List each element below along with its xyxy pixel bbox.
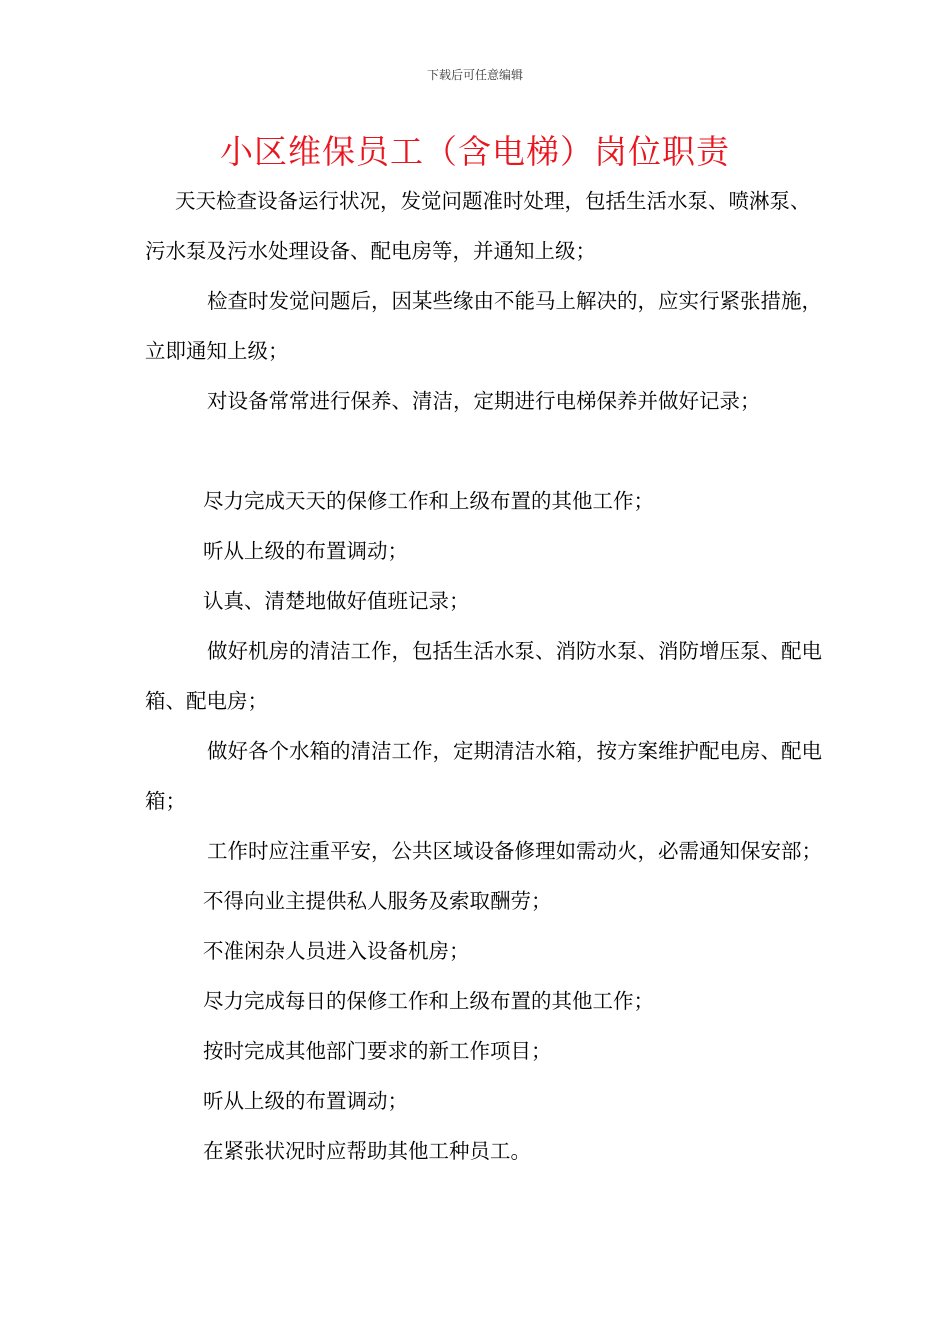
duty-item: 尽力完成天天的保修工作和上级布置的其他工作； — [203, 489, 654, 513]
duty-item: 做好各个水箱的清洁工作，定期清洁水箱，按方案维护配电房、配电箱； — [145, 739, 822, 813]
document-title: 小区维保员工（含电梯）岗位职责 — [220, 132, 730, 171]
duty-item: 不得向业主提供私人服务及索取酬劳； — [203, 889, 552, 913]
duty-item: 在紧张状况时应帮助其他工种员工。 — [203, 1139, 531, 1163]
duty-item: 做好机房的清洁工作，包括生活水泵、消防水泵、消防增压泵、配电箱、配电房； — [145, 639, 822, 713]
duty-item: 听从上级的布置调动； — [203, 1089, 408, 1113]
duty-item: 认真、清楚地做好值班记录； — [203, 589, 470, 613]
duty-item: 尽力完成每日的保修工作和上级布置的其他工作； — [203, 989, 654, 1013]
duty-item: 天天检查设备运行状况，发觉问题准时处理，包括生活水泵、喷淋泵、污水泵及污水处理设备、配电房等，并通知上级； — [145, 189, 811, 263]
duty-item: 按时完成其他部门要求的新工作项目； — [203, 1039, 552, 1063]
duty-item: 对设备常常进行保养、清洁，定期进行电梯保养并做好记录； — [207, 389, 761, 413]
duty-item: 检查时发觉问题后，因某些缘由不能马上解决的，应实行紧张措施，立即通知上级； — [145, 289, 822, 363]
paragraph-spacer — [145, 426, 825, 476]
duty-item: 听从上级的布置调动； — [203, 539, 408, 563]
duty-item: 工作时应注重平安，公共区域设备修理如需动火，必需通知保安部； — [207, 839, 822, 863]
page-header-note: 下载后可任意编辑 — [426, 68, 523, 82]
duty-list — [145, 176, 825, 1176]
duty-item: 不准闲杂人员进入设备机房； — [203, 939, 470, 963]
